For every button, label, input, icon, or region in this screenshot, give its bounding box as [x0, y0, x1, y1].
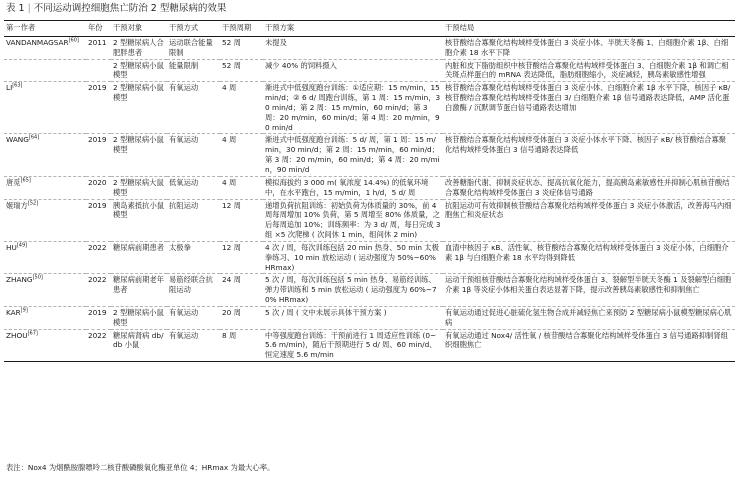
outcome-cell	[443, 329, 735, 362]
method-cell-text: 能量限制	[169, 60, 199, 70]
table-row	[4, 274, 735, 307]
plan-cell-text: 未提及	[265, 37, 287, 47]
year-cell	[86, 36, 111, 59]
author-cell-text: KAR	[6, 307, 21, 317]
plan-cell	[263, 329, 443, 362]
plan-cell	[263, 134, 443, 176]
outcome-cell-text: 有氧运动通过促进心脏硫化氢生物合成并减轻焦亡来预防 2 型糖尿病小鼠模型糖尿病心肌病	[445, 307, 732, 327]
subject-cell-text: 2 型糖尿病小鼠模型	[113, 83, 164, 103]
method-cell	[167, 36, 220, 59]
method-cell-text: 有氧运动	[169, 307, 199, 317]
reference-marker: [50]	[32, 274, 43, 281]
author-cell	[4, 241, 86, 274]
period-cell	[220, 59, 263, 82]
subject-cell	[111, 329, 167, 362]
author-cell-text: 唐觅	[6, 177, 21, 187]
outcome-cell	[443, 176, 735, 199]
year-cell	[86, 199, 111, 241]
period-cell-text: 24 周	[222, 275, 241, 285]
period-cell-text: 12 周	[222, 200, 241, 210]
outcome-cell-text: 改善糖脂代谢、抑制炎症状态、提高抗氧化能力，提高胰岛素敏感性并抑制心肌核苷酸结合寡聚化结构域样受体蛋白 3 炎症体信号通路	[445, 177, 730, 197]
year-cell-text: 2019	[88, 135, 107, 145]
plan-cell-text: 渐进式中低强度跑台训练：5 d/ 周，第 1 周：15 m/min，30 min/d；第 2 周：15 m/min，60 min/d；第 3 周：20 m/min，60 min/d；第 4 周：20 m/min，90 min/d	[265, 135, 440, 174]
plan-cell	[263, 241, 443, 274]
plan-cell-text: 中等强度跑台训练：干预前进行 1 周适应性训练 (0~5.6 m/min)，随后干预期进行 5 d/ 周、60 min/d、恒定速度 5.6 m/min	[265, 330, 437, 360]
method-cell	[167, 82, 220, 134]
outcome-cell-text: 核苷酸结合寡聚化结构域样受体蛋白 3 炎症小体、白细胞介素 1β 水平下降，核因子 κB/ 核苷酸结合寡聚化结构域样受体蛋白 3/ 白细胞介素 1β 信号通路表达降低，AMP 活化蛋白激酶 / 沉默调节蛋白信号通路表达增加	[445, 83, 731, 112]
table-row	[4, 199, 735, 241]
subject-cell-text: 糖尿病前期老年患者	[113, 275, 165, 295]
reference-marker: [64]	[28, 135, 40, 142]
table-row	[4, 36, 735, 59]
author-cell	[4, 176, 86, 199]
subject-cell-text: 2 型糖尿病小鼠模型	[113, 307, 164, 327]
year-cell	[86, 134, 111, 176]
method-cell	[167, 306, 220, 329]
author-cell-text: HU	[6, 242, 17, 252]
table-note: 表注：Nox4 为烟酰胺腺嘌呤二核苷酸磷酸氧化酶亚单位 4；HRmax 为最大心率。	[6, 463, 275, 472]
column-header-plan: 干预方案	[263, 21, 443, 37]
table-row	[4, 176, 735, 199]
table-row	[4, 59, 735, 82]
plan-cell	[263, 176, 443, 199]
period-cell-text: 52 周	[222, 60, 241, 70]
plan-cell	[263, 199, 443, 241]
table-row	[4, 82, 735, 134]
year-cell	[86, 274, 111, 307]
year-cell-text: 2020	[88, 177, 107, 187]
outcome-cell	[443, 306, 735, 329]
reference-marker: [49]	[16, 242, 28, 249]
year-cell	[86, 306, 111, 329]
outcome-cell-text: 核苷酸结合寡聚化结构域样受体蛋白 3 炎症小体、半胱天冬酶 1、白细胞介素 1β、白细胞介素 18 水平下降	[445, 37, 729, 57]
author-cell-text: LI	[6, 83, 13, 93]
year-cell-text: 2019	[88, 307, 107, 317]
author-cell-text: ZHOU	[6, 330, 28, 340]
outcome-cell	[443, 82, 735, 134]
table-row	[4, 306, 735, 329]
plan-cell	[263, 82, 443, 134]
method-cell-text: 运动联合能量限制	[169, 37, 213, 57]
plan-cell-text: 减少 40% 的饲料摄入	[265, 60, 337, 70]
subject-cell	[111, 306, 167, 329]
column-header-subject: 干预对象	[111, 21, 167, 37]
method-cell-text: 抗阻运动	[169, 200, 199, 210]
method-cell	[167, 134, 220, 176]
outcome-cell	[443, 59, 735, 82]
reference-marker: [52]	[27, 200, 39, 207]
method-cell-text: 太极拳	[169, 242, 191, 252]
period-cell-text: 20 周	[222, 307, 241, 317]
table-row	[4, 241, 735, 274]
author-cell-text: ZHANG	[6, 275, 33, 285]
table-body	[4, 36, 735, 361]
author-cell	[4, 199, 86, 241]
header-row	[4, 21, 735, 37]
period-cell-text: 12 周	[222, 242, 241, 252]
column-header-year: 年份	[86, 21, 111, 37]
plan-cell-text: 4 次 / 周，每次训练包括 20 min 热身、50 min 太极拳练习、10 min 放松运动 ( 运动强度为 50%~60% HRmax)	[265, 242, 439, 272]
year-cell-text: 2022	[88, 242, 107, 252]
table-caption	[6, 2, 226, 15]
column-header-outcome: 干预结局	[443, 21, 735, 37]
year-cell-text: 2019	[88, 83, 107, 93]
method-cell	[167, 274, 220, 307]
year-cell-text: 2019	[88, 200, 107, 210]
outcome-cell-text: 血清中核因子 κB、活性氧、核苷酸结合寡聚化结构域样受体蛋白 3 炎症小体，白细胞介素 1β 与白细胞介素 18 水平均得到降低	[445, 242, 729, 262]
subject-cell-text: 糖尿病前期患者	[113, 242, 165, 252]
period-cell-text: 4 周	[222, 83, 237, 93]
method-cell-text: 有氧运动	[169, 330, 199, 340]
plan-cell	[263, 274, 443, 307]
period-cell-text: 4 周	[222, 135, 237, 145]
outcome-cell-text: 抗阻运动可有效抑制核苷酸结合寡聚化结构域样受体蛋白 3 炎症小体激活，改善海马内细胞焦亡和炎症状态	[445, 200, 732, 220]
column-header-method: 干预方式	[167, 21, 220, 37]
results-table	[4, 20, 735, 362]
plan-cell-text: 5 次 / 周，每次训练包括 5 min 热身、易筋经训练、弹力带训练和 5 min 放松运动 ( 运动强度为 60%~70% HRmax)	[265, 275, 437, 305]
reference-marker: [65]	[20, 177, 31, 184]
column-header-author: 第一作者	[4, 21, 86, 37]
outcome-cell	[443, 36, 735, 59]
subject-cell-text: 2 型糖尿病人合肥胖患者	[113, 37, 164, 57]
outcome-cell-text: 有氧运动通过 Nox4/ 活性氧 / 核苷酸结合寡聚化结构域样受体蛋白 3 信号通路抑制肾组织细胞焦亡	[445, 330, 728, 350]
method-cell-text: 有氧运动	[169, 135, 199, 145]
plan-cell-text: 递增负荷抗阻训练：初始负荷为体质量的 30%，前 4 周每周增加 10% 负荷，第 5 周增至 80% 体质量，之后每周追加 10%；训练频率：为 3 d/ 周，每日完成 3 组 ×5 次爬梯 ( 次间休 1 min，组间休 2 min)	[265, 200, 441, 240]
author-cell	[4, 274, 86, 307]
subject-cell-text: 2 型糖尿病小鼠模型	[113, 135, 164, 155]
year-cell	[86, 329, 111, 362]
method-cell-text: 有氧运动	[169, 83, 199, 93]
outcome-cell-text: 内脏和皮下脂肪组织中核苷酸结合寡聚化结构域样受体蛋白 3、白细胞介素 1β 和调亡相关斑点样蛋白的 mRNA 表达降低，脂肪细胞缩小，炎症减轻，胰岛素敏感性增强	[445, 60, 729, 80]
table-label: 表 1	[6, 3, 25, 14]
period-cell	[220, 274, 263, 307]
table-row	[4, 134, 735, 176]
plan-cell-text: 渐进式中低强度跑台训练：①适应期：15 m/min，15 min/d；② 6 d/ 周跑台训练，第 1 周：15 m/min，30 min/d；第 2 周：15 m/min，60 min/d；第 3 周：20 m/min，60 min/d；第 4 周：20 m/min，90 min/d	[265, 83, 441, 132]
subject-cell	[111, 241, 167, 274]
author-cell-text: 姬瑞方	[6, 200, 28, 210]
outcome-cell-text: 核苷酸结合寡聚化结构域样受体蛋白 3 炎症小体水平下降、核因子 κB/ 核苷酸结合寡聚化结构域样受体蛋白 3 信号通路表达降低	[445, 135, 727, 155]
period-cell	[220, 241, 263, 274]
period-cell	[220, 176, 263, 199]
period-cell-text: 52 周	[222, 37, 241, 47]
column-header-period: 干预周期	[220, 21, 263, 37]
method-cell-text: 易筋经联合抗阻运动	[169, 275, 213, 295]
outcome-cell-text: 运动干预组核苷酸结合寡聚化结构域样受体蛋白 3、裂解型半胱天冬酶 1 及裂解型白细胞介素 1β 等炎症小体相关蛋白表达显著下降，提示改善胰岛素敏感性和抑制焦亡	[445, 275, 732, 295]
subject-cell-text: 胰岛素抵抗小鼠模型	[113, 200, 165, 220]
period-cell	[220, 199, 263, 241]
period-cell	[220, 329, 263, 362]
reference-marker: [67]	[27, 330, 38, 337]
subject-cell-text: 2 型糖尿病小鼠模型	[113, 60, 164, 80]
author-cell	[4, 59, 86, 82]
year-cell-text: 2011	[88, 37, 107, 47]
plan-cell	[263, 59, 443, 82]
method-cell	[167, 59, 220, 82]
period-cell-text: 8 周	[222, 330, 237, 340]
period-cell	[220, 82, 263, 134]
subject-cell	[111, 82, 167, 134]
subject-cell	[111, 176, 167, 199]
subject-cell	[111, 199, 167, 241]
outcome-cell	[443, 199, 735, 241]
subject-cell-text: 2 型糖尿病大鼠模型	[113, 177, 164, 197]
reference-marker: [60]	[68, 37, 79, 44]
method-cell-text: 低氧运动	[169, 177, 199, 187]
subject-cell	[111, 59, 167, 82]
subject-cell	[111, 36, 167, 59]
year-cell-text: 2022	[88, 275, 107, 285]
table-row	[4, 329, 735, 362]
period-cell	[220, 134, 263, 176]
author-cell	[4, 306, 86, 329]
plan-cell-text: 模拟海拔约 3 000 m( 氧浓度 14.4%) 的低氧环境中，在水平跑台，15 m/min，1 h/d，5 d/ 周	[265, 177, 429, 197]
author-cell-text: VANDANMAGSAR	[6, 37, 69, 47]
plan-cell	[263, 306, 443, 329]
year-cell	[86, 59, 111, 82]
title-separator: |	[27, 3, 31, 14]
subject-cell	[111, 274, 167, 307]
subject-cell-text: 糖尿病肾病 db/db 小鼠	[113, 330, 164, 350]
year-cell	[86, 82, 111, 134]
year-cell	[86, 241, 111, 274]
year-cell-text: 2022	[88, 330, 107, 340]
subject-cell	[111, 134, 167, 176]
period-cell	[220, 306, 263, 329]
reference-marker: [9]	[20, 307, 28, 314]
table-title: 不同运动调控细胞焦亡防治 2 型糖尿病的效果	[33, 3, 227, 14]
outcome-cell	[443, 134, 735, 176]
author-cell-text: WANG	[6, 135, 29, 145]
outcome-cell	[443, 274, 735, 307]
outcome-cell	[443, 241, 735, 274]
method-cell	[167, 176, 220, 199]
reference-marker: [63]	[12, 82, 23, 89]
method-cell	[167, 241, 220, 274]
plan-cell	[263, 36, 443, 59]
period-cell	[220, 36, 263, 59]
plan-cell-text: 5 次 / 周 ( 文中未展示具体干预方案 )	[265, 307, 387, 317]
author-cell	[4, 329, 86, 362]
method-cell	[167, 199, 220, 241]
author-cell	[4, 36, 86, 59]
author-cell	[4, 134, 86, 176]
year-cell	[86, 176, 111, 199]
method-cell	[167, 329, 220, 362]
author-cell	[4, 82, 86, 134]
period-cell-text: 4 周	[222, 177, 237, 187]
